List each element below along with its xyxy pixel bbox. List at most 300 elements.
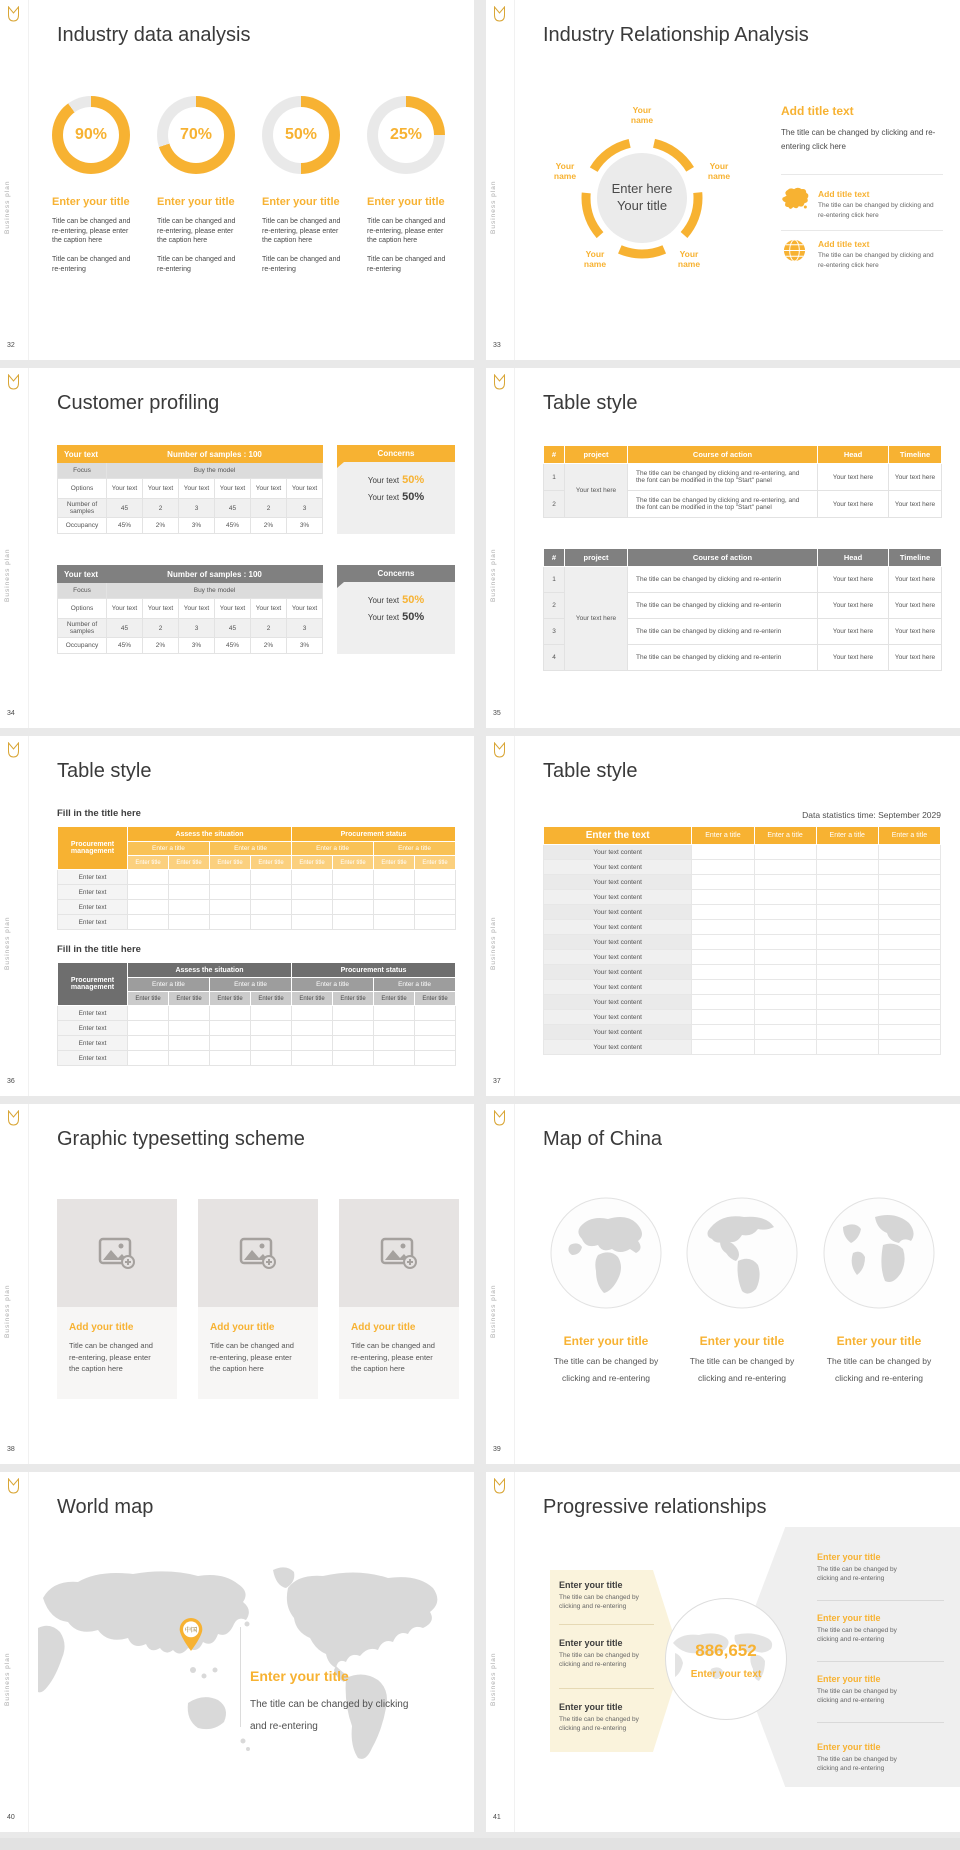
empty-cell [754,980,816,995]
brand-logo-icon [493,374,506,390]
brand-vertical-text: Business plan [490,1652,497,1706]
concerns-box [337,462,455,534]
slide-title: Table style [543,760,638,782]
item-title: Enter your title [559,1702,623,1712]
concern-value: 50% [402,594,425,606]
table-header-right: Number of samples : 100 [107,446,323,463]
sample-cell: 2 [143,619,179,638]
empty-cell [816,935,878,950]
slide-title: Progressive relationships [543,1496,767,1518]
empty-cell [292,915,333,930]
timeline-cell: Your text here [889,464,942,491]
globe-caption: The title can be changed by clicking and re-entering [689,1356,795,1383]
empty-cell [251,870,292,885]
empty-cell [374,885,415,900]
globe-block [677,1197,807,1387]
empty-cell [251,1051,292,1066]
row-label: Your text content [544,890,692,905]
brand-logo-icon [493,742,506,758]
relationship-ring-diagram [553,105,731,278]
occupancy-cell: 3% [179,518,215,534]
item-caption: The title can be changed by clicking and re-entering [817,1566,897,1583]
empty-cell [754,890,816,905]
table-row [544,860,941,875]
ring-node-label-bottom-right: Your name [677,249,701,269]
col-header: Enter a title [754,827,816,845]
card-title: Add your title [351,1322,416,1333]
option-cell: Your text [179,479,215,499]
empty-cell [128,1051,169,1066]
slide-thumbnail-39[interactable] [486,1104,960,1464]
slide-thumbnail-35[interactable] [486,368,960,728]
empty-cell [333,915,374,930]
empty-cell [169,915,210,930]
row-label: Focus [58,583,107,599]
empty-cell [692,995,754,1010]
sample-table-gray [57,565,323,654]
empty-cell [169,1006,210,1021]
empty-cell [251,885,292,900]
row-label: Enter text [58,885,128,900]
project-cell: Your text here [565,567,628,671]
empty-cell [210,1021,251,1036]
empty-cell [251,1036,292,1051]
slide-thumbnail-40[interactable] [0,1472,474,1832]
sample-cell: 3 [179,499,215,518]
divider [559,1688,654,1689]
slide-left-strip [486,368,515,728]
donut-chart [367,96,445,174]
timeline-cell: Your text here [889,645,942,671]
row-label: Number of samples [58,499,107,518]
item-body: The title can be changed by clicking and re-entering click here [818,202,934,219]
empty-cell [128,1021,169,1036]
globe-block [541,1197,671,1387]
empty-cell [692,920,754,935]
right-item [817,1552,909,1584]
pin-connector-line [240,1627,241,1727]
donut-value: 25% [389,126,423,143]
col-header: Enter a title [692,827,754,845]
empty-cell [292,870,333,885]
row-label: Your text content [544,905,692,920]
donut-title: Enter your title [262,196,340,208]
slide-thumbnail-36[interactable] [0,736,474,1096]
donut-title: Enter your title [367,196,445,208]
globe-icon [782,238,807,263]
empty-cell [333,1006,374,1021]
group-header: Procurement status [292,963,456,978]
empty-cell [169,870,210,885]
row-label: Your text content [544,1010,692,1025]
empty-cell [415,900,456,915]
row-value: Buy the model [107,583,323,599]
ring-center-line1: Enter here [611,181,673,197]
donut-chart [157,96,235,174]
course-cell: The title can be changed by clicking and re-enterin [628,645,818,671]
table-row [544,995,941,1010]
table-row [544,1025,941,1040]
empty-cell [415,870,456,885]
statistic-circle [665,1598,787,1720]
empty-cell [292,885,333,900]
sample-cell: 3 [287,499,323,518]
location-pin-icon [177,1618,205,1652]
row-label: Occupancy [58,638,107,654]
sample-cell: 45 [107,619,143,638]
course-cell: The title can be changed by clicking and re-entering, and the font can be modified in the top "Start" panel [628,491,818,518]
slide-title: World map [57,1496,154,1518]
head-cell: Your text here [818,593,889,619]
data-table [543,826,941,1055]
row-number: 4 [544,645,565,671]
concerns-box [337,582,455,654]
row-label: Enter text [58,1051,128,1066]
slide-thumbnail-34[interactable] [0,368,474,728]
empty-cell [333,870,374,885]
col-header: Enter title [374,992,415,1006]
empty-cell [816,965,878,980]
slide-thumbnail-33[interactable] [486,0,960,360]
row-label: Focus [58,463,107,479]
empty-cell [210,1036,251,1051]
card-row [57,1199,459,1399]
pin-label: 中国 [184,1627,198,1635]
item-caption: The title can be changed by clicking and re-entering [817,1627,897,1644]
map-panel-title: Enter your title [250,1668,349,1684]
empty-cell [878,845,940,860]
concerns-tab: Concerns [337,565,455,582]
occupancy-cell: 2% [143,518,179,534]
item-title: Enter your title [559,1638,623,1648]
col-header: project [565,549,628,567]
row-number: 1 [544,464,565,491]
row-label: Occupancy [58,518,107,534]
empty-cell [692,860,754,875]
empty-cell [692,1040,754,1055]
donut-title: Enter your title [157,196,235,208]
empty-cell [333,1051,374,1066]
empty-cell [415,1036,456,1051]
ring-center-line2: Your title [616,198,668,213]
card-caption: Title can be changed and re-entering, please enter the caption here [210,1341,294,1374]
slide-thumbnail-38[interactable] [0,1104,474,1464]
col-header: Enter title [292,992,333,1006]
slide-title: Graphic typesetting scheme [57,1128,305,1150]
empty-cell [128,885,169,900]
col-header: Course of action [628,446,818,464]
empty-cell [878,935,940,950]
concern-value: 50% [402,611,425,623]
occupancy-cell: 3% [179,638,215,654]
globe-title: Enter your title [699,1334,785,1348]
empty-cell [816,950,878,965]
empty-cell [816,890,878,905]
sub-header: Enter a title [292,978,374,992]
table-row [544,845,941,860]
empty-cell [692,935,754,950]
row-number: 3 [544,619,565,645]
table-row [544,1040,941,1055]
row-label: Your text content [544,950,692,965]
item-title: Add title text [818,189,870,199]
empty-cell [692,1025,754,1040]
concern-line [337,594,455,606]
image-placeholder-icon [239,1237,277,1269]
panel-title: Add title text [781,104,854,118]
sample-cell: 45 [215,619,251,638]
group-header: Procurement status [292,827,456,842]
map-panel-caption: The title can be changed by clicking and re-entering [250,1699,409,1732]
card-text-area [57,1307,177,1399]
empty-cell [692,905,754,920]
col-header: # [544,446,565,464]
timeline-cell: Your text here [889,619,942,645]
empty-cell [292,1036,333,1051]
col-header: Enter title [415,856,456,870]
slide-title: Table style [543,392,638,414]
concern-value: 50% [402,491,425,503]
table-row [544,950,941,965]
brand-logo-icon [7,1478,20,1494]
empty-cell [754,905,816,920]
empty-cell [754,845,816,860]
card-text-area [339,1307,459,1399]
empty-cell [754,995,816,1010]
empty-cell [169,900,210,915]
item-title: Enter your title [559,1580,623,1590]
section-heading: Fill in the title here [57,944,141,955]
empty-cell [816,875,878,890]
slide-left-strip [0,736,29,1096]
empty-cell [754,860,816,875]
row-label: Enter text [58,915,128,930]
bottom-bar [0,1838,960,1850]
brand-vertical-text: Business plan [490,548,497,602]
globe-graphic-east [550,1197,662,1309]
occupancy-cell: 45% [107,638,143,654]
empty-cell [878,920,940,935]
right-item [817,1674,909,1706]
row-label: Your text content [544,860,692,875]
col-header: Enter title [128,992,169,1006]
globe-graphic-americas [686,1197,798,1309]
empty-cell [128,1036,169,1051]
empty-cell [415,1051,456,1066]
row-label: Enter text [58,900,128,915]
brand-logo-icon [7,6,20,22]
statistic-value: 886,652 [695,1641,757,1660]
china-map-icon [779,186,811,213]
table-row [544,875,941,890]
col-header: Timeline [889,549,942,567]
table-row [544,920,941,935]
course-cell: The title can be changed by clicking and re-enterin [628,593,818,619]
empty-cell [415,1021,456,1036]
row-label: Enter text [58,1021,128,1036]
empty-cell [374,1051,415,1066]
donut-block [365,96,453,274]
empty-cell [128,870,169,885]
empty-cell [374,915,415,930]
slide-title: Industry data analysis [57,24,251,46]
page-number: 33 [493,342,501,349]
empty-cell [816,905,878,920]
table-header-right: Number of samples : 100 [107,566,323,583]
empty-cell [754,1040,816,1055]
slide-left-strip [486,0,515,360]
empty-cell [816,860,878,875]
image-card [339,1199,459,1399]
donut-chart [262,96,340,174]
image-placeholder [339,1199,459,1307]
slide-left-strip [0,0,29,360]
occupancy-cell: 2% [251,638,287,654]
concern-text: Your text [367,493,400,502]
card-caption: Title can be changed and re-entering, please enter the caption here [69,1341,153,1374]
brand-vertical-text: Business plan [490,916,497,970]
option-cell: Your text [215,479,251,499]
empty-cell [210,885,251,900]
empty-cell [692,965,754,980]
empty-cell [210,1006,251,1021]
empty-cell [816,845,878,860]
image-placeholder-icon [98,1237,136,1269]
page-number: 36 [7,1078,15,1085]
brand-vertical-text: Business plan [4,548,11,602]
page-number: 40 [7,1814,15,1821]
empty-cell [169,885,210,900]
page-number: 35 [493,710,501,717]
globe-block [814,1197,944,1387]
empty-cell [333,885,374,900]
world-map [38,1558,458,1783]
col-header: Head [818,549,889,567]
panel-body: The title can be changed by clicking and re-entering click here [781,128,936,151]
concern-text: Your text [367,596,400,605]
row-value: Buy the model [107,463,323,479]
option-cell: Your text [287,599,323,619]
donut-value: 90% [74,126,108,143]
item-body: The title can be changed by clicking and re-entering click here [818,252,934,269]
head-cell: Your text here [818,567,889,593]
occupancy-cell: 45% [215,638,251,654]
slide-thumbnail-41[interactable] [486,1472,960,1832]
empty-cell [292,1051,333,1066]
concerns-panel-gray [337,565,455,654]
empty-cell [292,900,333,915]
item-title: Enter your title [817,1742,881,1752]
donut-block [260,96,348,274]
donut-gauge-row [50,96,453,274]
slide-left-strip [0,368,29,728]
slide-thumbnail-32[interactable] [0,0,474,360]
page-number: 37 [493,1078,501,1085]
globe-title: Enter your title [836,1334,922,1348]
empty-cell [210,870,251,885]
head-cell: Your text here [818,464,889,491]
empty-cell [692,875,754,890]
empty-cell [754,950,816,965]
col-header: Enter title [333,856,374,870]
empty-cell [754,1025,816,1040]
donut-caption-2: Title can be changed and re-entering [157,255,236,273]
right-item [817,1613,909,1645]
row-number: 1 [544,567,565,593]
image-placeholder [198,1199,318,1307]
brand-logo-icon [493,1478,506,1494]
sample-cell: 2 [143,499,179,518]
ring-node-label-top: Your name [630,105,654,125]
empty-cell [210,1051,251,1066]
slide-left-strip [486,1104,515,1464]
brand-vertical-text: Business plan [4,1652,11,1706]
row-label: Your text content [544,920,692,935]
col-header: Enter title [292,856,333,870]
empty-cell [816,1025,878,1040]
occupancy-cell: 3% [287,518,323,534]
divider [817,1722,944,1723]
timeline-cell: Your text here [889,567,942,593]
empty-cell [210,900,251,915]
card-title: Add your title [210,1322,275,1333]
row-number: 2 [544,491,565,518]
slide-thumbnail-37[interactable] [486,736,960,1096]
page-number: 39 [493,1446,501,1453]
left-item [559,1638,643,1670]
donut-caption-2: Title can be changed and re-entering [52,255,131,273]
brand-logo-icon [7,742,20,758]
row-label: Enter text [58,1036,128,1051]
empty-cell [754,920,816,935]
corner-header: Procurement management [58,827,128,870]
empty-cell [251,915,292,930]
action-table-gray [543,548,942,671]
brand-vertical-text: Business plan [490,1284,497,1338]
page-number: 38 [7,1446,15,1453]
brand-vertical-text: Business plan [4,1284,11,1338]
project-cell: Your text here [565,464,628,518]
empty-cell [878,905,940,920]
donut-caption-1: Title can be changed and re-entering, please enter the caption here [367,218,446,245]
divider [817,1600,944,1601]
empty-cell [169,1051,210,1066]
row-label: Your text content [544,980,692,995]
group-header: Assess the situation [128,963,292,978]
col-header: Head [818,446,889,464]
sample-cell: 3 [179,619,215,638]
table-row [544,1010,941,1025]
image-placeholder-icon [380,1237,418,1269]
empty-cell [692,890,754,905]
table-row [544,905,941,920]
sub-header: Enter a title [210,842,292,856]
globe-caption: The title can be changed by clicking and re-entering [826,1356,932,1383]
option-cell: Your text [251,479,287,499]
empty-cell [692,845,754,860]
empty-cell [415,915,456,930]
empty-cell [692,1010,754,1025]
empty-cell [251,1006,292,1021]
image-placeholder [57,1199,177,1307]
option-cell: Your text [251,599,287,619]
left-item [559,1702,643,1734]
sample-cell: 2 [251,619,287,638]
donut-caption-1: Title can be changed and re-entering, please enter the caption here [157,218,236,245]
empty-cell [251,900,292,915]
table-row [544,890,941,905]
image-card [57,1199,177,1399]
